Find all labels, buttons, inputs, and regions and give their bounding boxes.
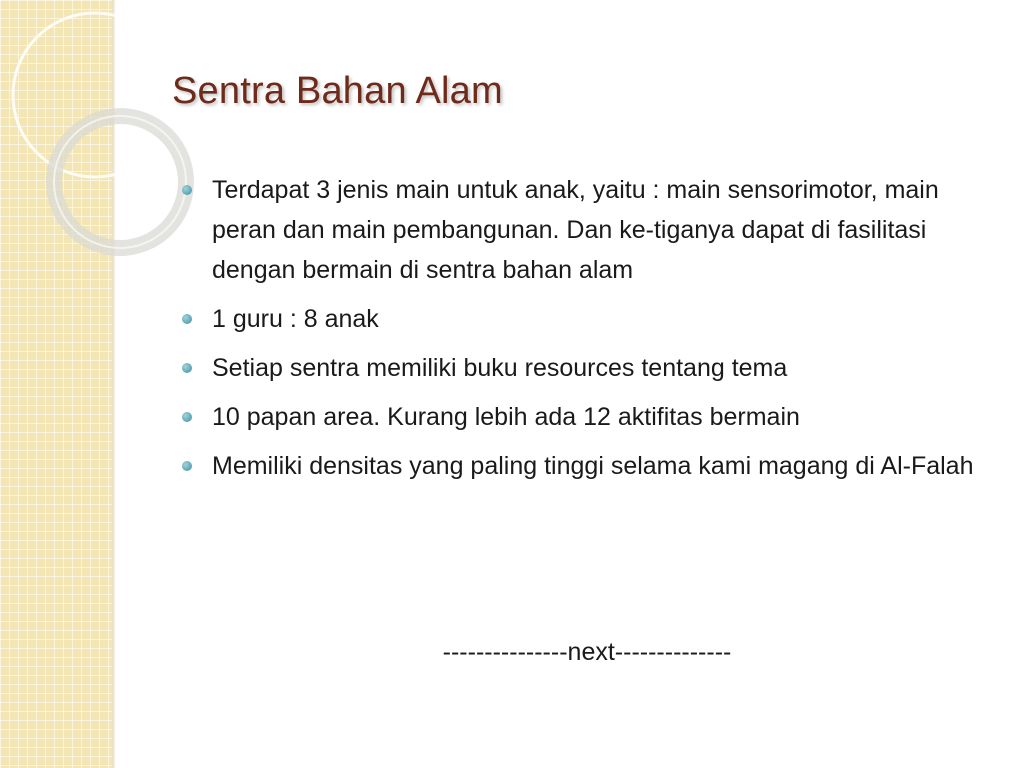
bullet-item	[182, 170, 992, 290]
bullet-dot-icon	[182, 363, 192, 373]
bullet-item	[182, 348, 992, 388]
side-panel-border	[112, 0, 115, 768]
bullet-dot-icon	[182, 412, 192, 422]
bullet-dot-icon	[182, 185, 192, 195]
bullet-text: Terdapat 3 jenis main untuk anak, yaitu : main sensorimotor, main peran dan main pembangunan. Dan ke-tiganya dapat di fasilitasi dengan bermain di sentra bahan alam	[212, 176, 939, 284]
bullet-text: 10 papan area. Kurang lebih ada 12 aktifitas bermain	[212, 403, 800, 431]
bullet-item	[182, 446, 992, 486]
bullet-item	[182, 397, 992, 437]
bullet-dot-icon	[182, 461, 192, 471]
next-link[interactable]: ---------------next--------------	[442, 638, 732, 666]
slide-title: Sentra Bahan Alam	[172, 70, 503, 112]
bullet-text: Memiliki densitas yang paling tinggi selama kami magang di Al-Falah	[212, 452, 974, 480]
decorative-side-panel	[0, 0, 112, 768]
bullet-item	[182, 299, 992, 339]
bullet-list	[182, 170, 992, 495]
bullet-dot-icon	[182, 314, 192, 324]
bullet-text: Setiap sentra memiliki buku resources tentang tema	[212, 354, 788, 382]
bullet-text: 1 guru : 8 anak	[212, 305, 379, 333]
